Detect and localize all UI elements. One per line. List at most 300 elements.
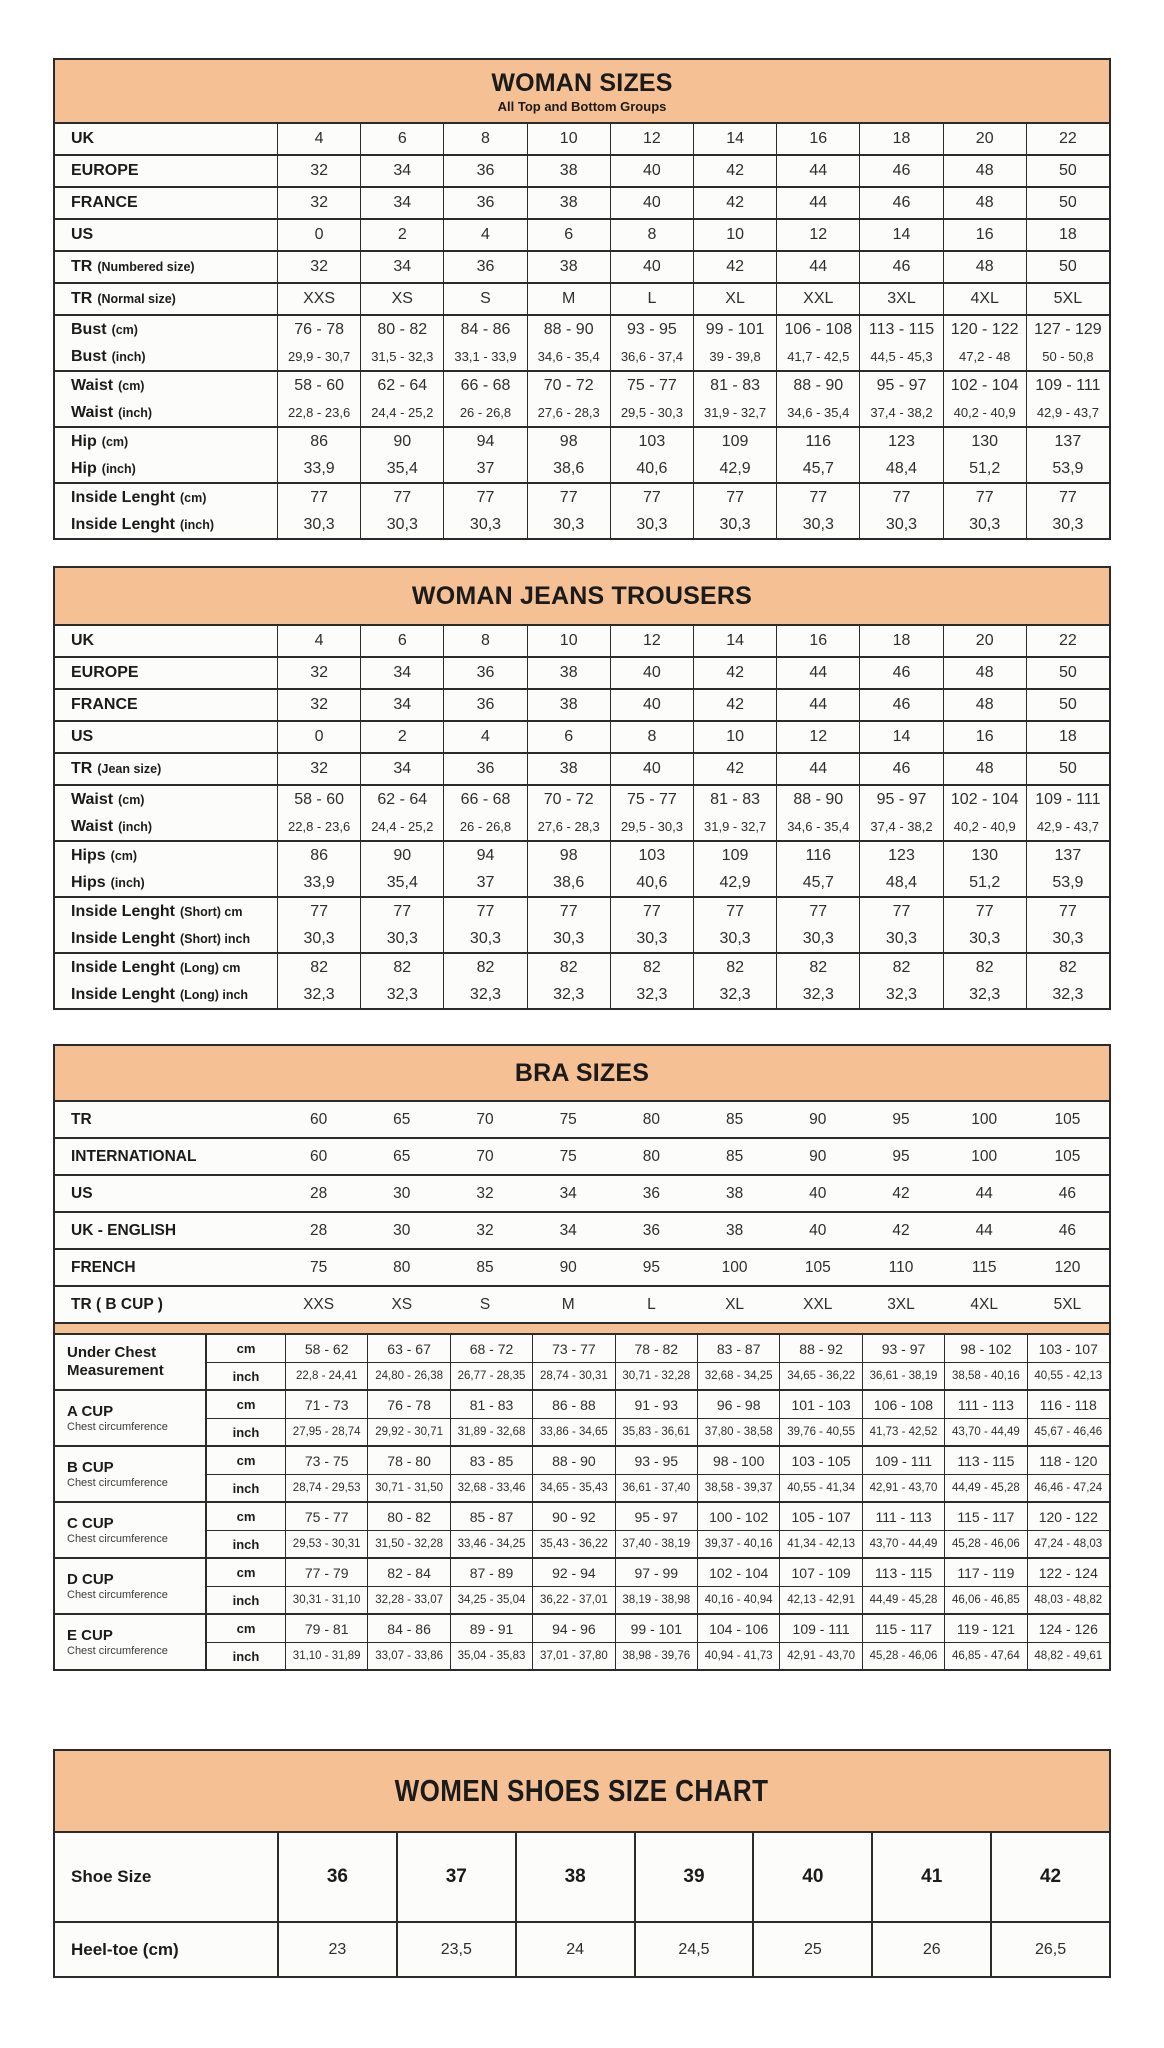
size-value-cell: 39,76 - 40,55 [779, 1418, 861, 1445]
bra-sizes-table [53, 1044, 1111, 1671]
size-value-cell: 42,9 - 43,7 [1026, 399, 1109, 426]
size-value-cell: 36 [443, 690, 526, 720]
size-value-cell: 80 - 82 [367, 1503, 449, 1530]
size-value-cell: 32 [277, 690, 360, 720]
size-value-cell: 76 - 78 [367, 1391, 449, 1418]
size-value-cell: 65 [393, 1147, 411, 1165]
size-value-cell: 38,6 [527, 455, 610, 482]
row-label-text: Waist [71, 403, 114, 421]
size-value-cell: 30,3 [610, 925, 693, 952]
size-value-cell: 78 - 80 [367, 1447, 449, 1474]
size-value-cell: 90 [809, 1110, 827, 1128]
bra-separator-band [55, 1322, 1109, 1335]
size-value-cell: 22,8 - 23,6 [277, 813, 360, 840]
size-value-cell: 34,65 - 35,43 [532, 1474, 614, 1501]
size-value-cell: 8 [443, 626, 526, 656]
row-label-note: (Short) inch [180, 931, 251, 946]
women-shoes-header [55, 1751, 1109, 1833]
size-value-cell: 28 [309, 1221, 328, 1239]
size-value-cell: 32 [476, 1184, 494, 1202]
bra-sizes-simple-section [55, 1102, 1109, 1322]
row-label [55, 220, 277, 250]
size-value-cell: 35,4 [360, 869, 443, 896]
size-value-cell: 50 - 50,8 [1026, 343, 1109, 370]
row-label [55, 869, 277, 896]
size-value-cell: 113 - 115 [862, 1559, 944, 1586]
size-value-cell: 8 [610, 220, 693, 250]
size-value-cell: 4 [443, 722, 526, 752]
size-value-cell: 14 [693, 124, 776, 154]
row-label-text: Inside Lenght [71, 488, 175, 506]
size-value-cell: 77 [776, 484, 859, 511]
size-value-cell: 70 [476, 1147, 494, 1165]
size-value-cell: 32,28 - 33,07 [367, 1586, 449, 1613]
size-value-cell: 44 [776, 188, 859, 218]
size-value-cell: 105 [1054, 1110, 1081, 1128]
size-value-cell: 80 - 82 [360, 316, 443, 343]
size-value-cell: 58 - 60 [277, 786, 360, 813]
row-label: FRENCH [71, 1258, 136, 1276]
size-value-cell: 99 - 101 [693, 316, 776, 343]
size-value-cell: 48,4 [859, 869, 942, 896]
size-value-cell: 46 [859, 188, 942, 218]
unit-label-inch: inch [205, 1530, 285, 1557]
size-value-cell: 63 - 67 [367, 1335, 449, 1362]
size-value-cell: 14 [859, 220, 942, 250]
size-value-cell: 130 [943, 428, 1026, 455]
size-value-cell: 113 - 115 [859, 316, 942, 343]
size-value-cell: 80 [642, 1110, 661, 1128]
row-label [55, 124, 277, 154]
size-value-cell: 75 - 77 [610, 372, 693, 399]
size-value-cell: 2 [360, 722, 443, 752]
size-value-cell: 88 - 90 [776, 786, 859, 813]
size-value-cell: 34,6 - 35,4 [776, 399, 859, 426]
size-value-cell: 40 [809, 1221, 827, 1239]
size-value-cell: 44,49 - 45,28 [862, 1586, 944, 1613]
size-value-cell: 65 [393, 1110, 411, 1128]
row-label [55, 284, 277, 314]
size-value-cell: 14 [693, 626, 776, 656]
size-value-cell: 123 [859, 428, 942, 455]
size-value-cell: 42,91 - 43,70 [862, 1474, 944, 1501]
size-value-cell: 45,7 [776, 455, 859, 482]
size-value-cell: 32,3 [943, 981, 1026, 1008]
size-value-cell: 10 [527, 626, 610, 656]
size-value-cell: 3XL [887, 1295, 915, 1313]
size-value-cell: 32,3 [610, 981, 693, 1008]
row-label [55, 754, 277, 784]
size-value-cell: 24 [515, 1923, 634, 1976]
row-label-note: (cm) [110, 848, 138, 863]
cup-label-text: A CUP [67, 1402, 114, 1420]
size-value-cell: 82 [527, 954, 610, 981]
size-value-cell: 98 [527, 842, 610, 869]
size-value-cell: 34 [559, 1221, 577, 1239]
cup-sublabel-text: Chest circumference [67, 1645, 168, 1658]
size-value-cell: 0 [277, 722, 360, 752]
size-value-cell: 93 - 95 [610, 316, 693, 343]
size-value-cell: 34 [360, 690, 443, 720]
size-value-cell: 42 [892, 1221, 910, 1239]
row-label [55, 925, 277, 952]
size-value-cell: 80 [642, 1147, 661, 1165]
row-group [55, 250, 1109, 282]
size-value-cell: 12 [610, 124, 693, 154]
row-label-note: (Numbered size) [97, 260, 195, 274]
size-value-cell: 82 [360, 954, 443, 981]
row-group [55, 840, 1109, 896]
cup-sublabel-text: Chest circumference [67, 1589, 168, 1602]
size-value-cell: 32 [277, 658, 360, 688]
size-value-cell: 77 [360, 898, 443, 925]
size-value-cell: 22,8 - 23,6 [277, 399, 360, 426]
size-value-cell: 30,3 [859, 925, 942, 952]
size-value-cell: 38 [527, 658, 610, 688]
size-value-cell: 42 [693, 754, 776, 784]
size-value-cell: 24,4 - 25,2 [360, 813, 443, 840]
size-value-cell: 58 - 62 [285, 1335, 367, 1362]
size-value-cell: 82 [443, 954, 526, 981]
size-value-cell: 30,71 - 31,50 [367, 1474, 449, 1501]
row-label-text: FRANCE [71, 194, 138, 211]
row-label [55, 428, 277, 455]
row-label-text: TR [71, 258, 93, 275]
size-value-cell: 6 [360, 124, 443, 154]
size-value-cell: XL [693, 284, 776, 314]
size-value-cell: 38 [527, 252, 610, 282]
size-value-cell: 30,3 [527, 925, 610, 952]
size-value-cell: 48 [943, 690, 1026, 720]
row-label-note: (Short) cm [180, 904, 243, 919]
row-label [55, 252, 277, 282]
size-value-cell: 32,3 [360, 981, 443, 1008]
size-value-cell: 37 [396, 1833, 515, 1921]
size-value-cell: L [610, 284, 693, 314]
size-value-cell: 40 [610, 188, 693, 218]
size-value-cell: 78 - 82 [615, 1335, 697, 1362]
size-value-cell: XS [391, 1295, 413, 1313]
size-value-cell: 37 [443, 455, 526, 482]
size-value-cell: 50 [1026, 156, 1109, 186]
size-value-cell: 26 [871, 1923, 990, 1976]
row-label: TR [71, 1110, 92, 1128]
size-value-cell: 95 [892, 1110, 910, 1128]
size-value-cell: 77 [943, 898, 1026, 925]
size-value-cell: 18 [859, 124, 942, 154]
row-label-note: (Long) cm [180, 960, 241, 975]
size-value-cell: 82 [610, 954, 693, 981]
size-value-cell: 34 [360, 156, 443, 186]
size-value-cell: 88 - 90 [527, 316, 610, 343]
size-value-cell: 94 [443, 842, 526, 869]
cup-group [55, 1613, 1109, 1669]
size-value-cell: 98 - 102 [944, 1335, 1026, 1362]
row-label [55, 316, 277, 343]
size-value-cell: 44 [776, 658, 859, 688]
size-value-cell: 38 [515, 1833, 634, 1921]
size-value-cell: 40,2 - 40,9 [943, 399, 1026, 426]
size-value-cell: 36 [443, 156, 526, 186]
row-label [55, 188, 277, 218]
size-value-cell: 118 - 120 [1027, 1447, 1109, 1474]
size-value-cell: 85 [725, 1110, 744, 1128]
size-value-cell: 32,3 [277, 981, 360, 1008]
size-value-cell: 40,6 [610, 455, 693, 482]
unit-label-cm: cm [205, 1615, 285, 1642]
size-value-cell: 109 - 111 [862, 1447, 944, 1474]
row-group [55, 656, 1109, 688]
size-value-cell: 88 - 92 [779, 1335, 861, 1362]
size-value-cell: 36,22 - 37,01 [532, 1586, 614, 1613]
size-value-cell: 26 - 26,8 [443, 813, 526, 840]
size-value-cell: 32,3 [527, 981, 610, 1008]
size-value-cell: 39 [634, 1833, 753, 1921]
size-value-cell: 5XL [1053, 1295, 1082, 1313]
size-value-cell: 137 [1026, 428, 1109, 455]
size-value-cell: 77 [527, 898, 610, 925]
size-value-cell: 33,46 - 34,25 [450, 1530, 532, 1557]
size-value-cell: 34,6 - 35,4 [776, 813, 859, 840]
size-value-cell: 98 - 100 [697, 1447, 779, 1474]
size-value-cell: 39 - 39,8 [693, 343, 776, 370]
row-label-text: US [71, 226, 94, 243]
size-value-cell: S [479, 1295, 491, 1313]
size-value-cell: 42 [693, 188, 776, 218]
size-value-cell: 93 - 95 [615, 1447, 697, 1474]
size-value-cell: 34 [559, 1184, 577, 1202]
size-value-cell: 86 [277, 428, 360, 455]
size-value-cell: 35,43 - 36,22 [532, 1530, 614, 1557]
size-value-cell: 4 [443, 220, 526, 250]
cup-sublabel-text: Chest circumference [67, 1477, 168, 1490]
size-value-cell: 38,6 [527, 869, 610, 896]
size-value-cell: 36 [443, 188, 526, 218]
size-value-cell: 8 [610, 722, 693, 752]
row-label-text: Bust [71, 320, 107, 338]
cup-label-text: Under Chest Measurement [67, 1344, 164, 1379]
size-value-cell: 62 - 64 [360, 786, 443, 813]
size-value-cell: 103 [610, 428, 693, 455]
cup-sublabel-text: Chest circumference [67, 1533, 168, 1546]
bra-size-row [55, 1137, 1109, 1174]
size-value-cell: 95 [892, 1147, 910, 1165]
size-value-cell: 12 [776, 722, 859, 752]
size-value-cell: 22,8 - 24,41 [285, 1362, 367, 1389]
size-value-cell: 77 [776, 898, 859, 925]
size-value-cell: 73 - 75 [285, 1447, 367, 1474]
size-value-cell: 60 [309, 1110, 328, 1128]
size-value-cell: 94 [443, 428, 526, 455]
row-label-text: Inside Lenght [71, 902, 175, 920]
row-label-note: (cm) [118, 792, 145, 807]
size-value-cell: 106 - 108 [862, 1391, 944, 1418]
size-value-cell: 12 [776, 220, 859, 250]
size-value-cell: 77 [610, 484, 693, 511]
size-value-cell: 40,55 - 42,13 [1027, 1362, 1109, 1389]
size-value-cell: 111 - 113 [862, 1503, 944, 1530]
size-value-cell: 27,95 - 28,74 [285, 1418, 367, 1445]
size-value-cell: 33,9 [277, 455, 360, 482]
size-value-cell: 18 [859, 626, 942, 656]
size-value-cell: 12 [610, 626, 693, 656]
size-value-cell: 116 [776, 428, 859, 455]
size-value-cell: 14 [859, 722, 942, 752]
size-value-cell: 90 [809, 1147, 827, 1165]
size-value-cell: 31,50 - 32,28 [367, 1530, 449, 1557]
size-value-cell: 32,3 [1026, 981, 1109, 1008]
size-value-cell: 30,3 [943, 925, 1026, 952]
size-value-cell: 40 [809, 1184, 827, 1202]
size-value-cell: 39,37 - 40,16 [697, 1530, 779, 1557]
size-value-cell: 84 - 86 [443, 316, 526, 343]
woman-sizes-title: WOMAN SIZES [491, 68, 673, 97]
size-value-cell: 4XL [970, 1295, 998, 1313]
size-value-cell: 82 [693, 954, 776, 981]
size-value-cell: 36,61 - 37,40 [615, 1474, 697, 1501]
size-value-cell: 77 [859, 484, 942, 511]
size-value-cell: 42 [693, 156, 776, 186]
row-label [55, 626, 277, 656]
size-value-cell: XXL [803, 1295, 833, 1313]
size-value-cell: 24,80 - 26,38 [367, 1362, 449, 1389]
size-value-cell: XS [360, 284, 443, 314]
size-value-cell: 80 [393, 1258, 411, 1276]
size-value-cell: 28 [309, 1184, 328, 1202]
size-value-cell: 35,83 - 36,61 [615, 1418, 697, 1445]
size-value-cell: 37,40 - 38,19 [615, 1530, 697, 1557]
size-value-cell: 102 - 104 [943, 786, 1026, 813]
size-value-cell: 68 - 72 [450, 1335, 532, 1362]
size-value-cell: 127 - 129 [1026, 316, 1109, 343]
cup-group [55, 1501, 1109, 1557]
size-value-cell: 124 - 126 [1027, 1615, 1109, 1642]
size-value-cell: 122 - 124 [1027, 1559, 1109, 1586]
size-value-cell: 4 [277, 626, 360, 656]
size-value-cell: 109 [693, 842, 776, 869]
size-value-cell: 32 [277, 156, 360, 186]
size-value-cell: 16 [943, 220, 1026, 250]
size-value-cell: 40 [610, 754, 693, 784]
size-value-cell: 38,58 - 40,16 [944, 1362, 1026, 1389]
size-value-cell: 30,3 [1026, 925, 1109, 952]
row-label [55, 343, 277, 370]
size-value-cell: 109 - 111 [779, 1615, 861, 1642]
size-value-cell: XXS [277, 284, 360, 314]
row-label [55, 658, 277, 688]
size-value-cell: 77 - 79 [285, 1559, 367, 1586]
size-value-cell: 42,9 - 43,7 [1026, 813, 1109, 840]
size-value-cell: 82 [776, 954, 859, 981]
size-value-cell: 45,28 - 46,06 [944, 1530, 1026, 1557]
size-value-cell: 91 - 93 [615, 1391, 697, 1418]
size-value-cell: 46,06 - 46,85 [944, 1586, 1026, 1613]
size-value-cell: 18 [1026, 220, 1109, 250]
size-value-cell: 3XL [859, 284, 942, 314]
size-value-cell: 41 [871, 1833, 990, 1921]
size-value-cell: 76 - 78 [277, 316, 360, 343]
size-value-cell: 30 [393, 1184, 411, 1202]
bra-size-row [55, 1174, 1109, 1211]
row-group [55, 124, 1109, 154]
row-label-note: (inch) [180, 517, 215, 532]
size-value-cell: 70 - 72 [527, 786, 610, 813]
row-label-text: Inside Lenght [71, 515, 175, 533]
size-value-cell: 77 [443, 484, 526, 511]
size-value-cell: 82 [277, 954, 360, 981]
size-value-cell: 34,25 - 35,04 [450, 1586, 532, 1613]
size-value-cell: 25 [752, 1923, 871, 1976]
size-value-cell: 30,3 [693, 925, 776, 952]
size-value-cell: 58 - 60 [277, 372, 360, 399]
size-value-cell: 51,2 [943, 455, 1026, 482]
size-value-cell: 77 [610, 898, 693, 925]
size-value-cell: 6 [527, 220, 610, 250]
size-value-cell: 40 [752, 1833, 871, 1921]
size-value-cell: 40 [610, 156, 693, 186]
size-value-cell: 32,3 [859, 981, 942, 1008]
size-value-cell: 30,3 [776, 925, 859, 952]
size-value-cell: 111 - 113 [944, 1391, 1026, 1418]
size-value-cell: 81 - 83 [693, 786, 776, 813]
size-value-cell: 42 [693, 690, 776, 720]
size-value-cell: 95 - 97 [859, 786, 942, 813]
size-value-cell: 26,77 - 28,35 [450, 1362, 532, 1389]
size-value-cell: 42,9 [693, 455, 776, 482]
size-value-cell: 46 [859, 156, 942, 186]
size-value-cell: 75 - 77 [285, 1503, 367, 1530]
size-value-cell: 130 [943, 842, 1026, 869]
size-value-cell: 48 [943, 252, 1026, 282]
size-value-cell: 90 [360, 842, 443, 869]
size-value-cell: 53,9 [1026, 455, 1109, 482]
size-value-cell: 50 [1026, 252, 1109, 282]
size-value-cell: 51,2 [943, 869, 1026, 896]
size-value-cell: 36 [642, 1184, 661, 1202]
size-value-cell: 123 [859, 842, 942, 869]
size-value-cell: 37,01 - 37,80 [532, 1642, 614, 1669]
size-value-cell: 38 [527, 690, 610, 720]
size-value-cell: 40,16 - 40,94 [697, 1586, 779, 1613]
bra-sizes-header [55, 1046, 1109, 1102]
size-value-cell: 116 - 118 [1027, 1391, 1109, 1418]
size-value-cell: 33,86 - 34,65 [532, 1418, 614, 1445]
unit-label-cm: cm [205, 1447, 285, 1474]
size-value-cell: 30,3 [277, 511, 360, 538]
size-value-cell: 95 - 97 [615, 1503, 697, 1530]
size-value-cell: 50 [1026, 188, 1109, 218]
unit-label-inch: inch [205, 1362, 285, 1389]
size-value-cell: 86 - 88 [532, 1391, 614, 1418]
size-value-cell: 75 [559, 1147, 577, 1165]
size-value-cell: 32 [277, 188, 360, 218]
row-group [55, 282, 1109, 314]
size-value-cell: 10 [693, 220, 776, 250]
row-label-text: Inside Lenght [71, 929, 175, 947]
size-value-cell: 71 - 73 [285, 1391, 367, 1418]
row-label-text: UK [71, 632, 95, 649]
size-value-cell: 81 - 83 [693, 372, 776, 399]
row-label: US [71, 1184, 93, 1202]
size-value-cell: 107 - 109 [779, 1559, 861, 1586]
size-value-cell: M [527, 284, 610, 314]
row-label [55, 372, 277, 399]
size-value-cell: 31,89 - 32,68 [450, 1418, 532, 1445]
size-value-cell: 70 [476, 1110, 494, 1128]
row-label-text: Waist [71, 817, 114, 835]
size-value-cell: 77 [693, 898, 776, 925]
row-group [55, 784, 1109, 840]
